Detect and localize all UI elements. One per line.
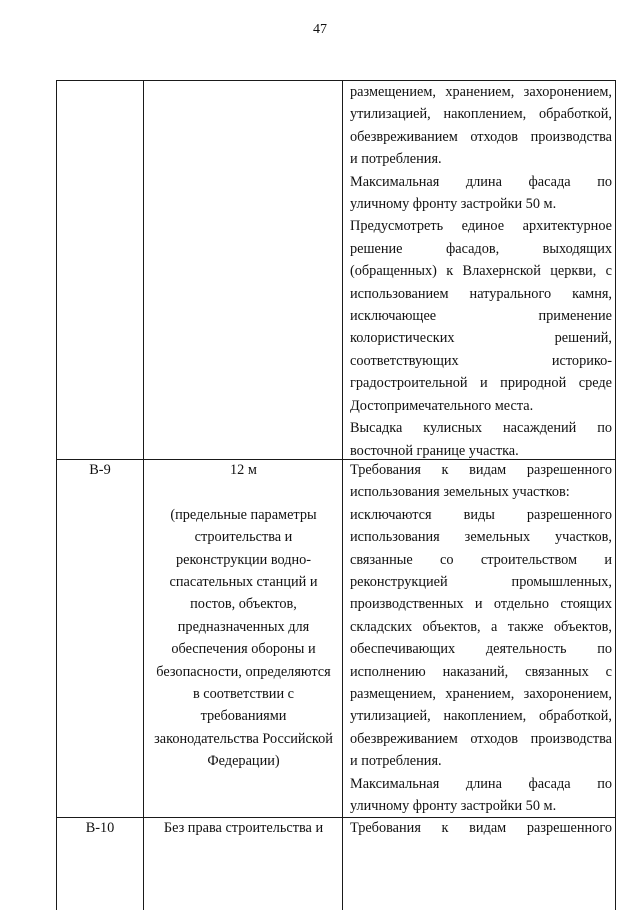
requirement-line: обеспечивающих деятельность по: [350, 641, 612, 658]
requirement-line: Требования к видам разрешенного: [350, 462, 612, 478]
requirement-line: обезвреживанием отходов производства: [350, 128, 612, 145]
requirements-cell: [350, 81, 612, 462]
height-line: 12 м: [230, 462, 257, 478]
height-line: предназначенных для: [177, 618, 310, 635]
requirement-line: производственных и отдельно стоящих: [350, 596, 612, 613]
requirement-line: восточной границе участка.: [350, 442, 519, 459]
column-divider: [342, 81, 343, 910]
height-line: строительства и: [194, 529, 293, 546]
requirement-line: складских объектов, а также объектов,: [350, 618, 612, 635]
height-line: (предельные параметры: [170, 506, 317, 523]
height-line: постов, объектов,: [190, 596, 297, 613]
height-line: обеспечения обороны и: [171, 641, 316, 658]
requirement-line: исключаются виды разрешенного: [350, 506, 612, 523]
requirement-line: и потребления.: [350, 151, 442, 168]
requirement-line: соответствующих историко-: [350, 352, 612, 369]
requirement-line: уличному фронту застройки 50 м.: [350, 798, 557, 815]
requirement-line: обезвреживанием отходов производства: [350, 730, 612, 747]
requirement-line: (обращенных) к Влахернской церкви, с: [350, 263, 612, 280]
requirement-line: связанные со строительством и: [350, 551, 612, 568]
requirement-line: и потребления.: [350, 753, 442, 770]
requirement-line: исполнению наказаний, связанных с: [350, 663, 612, 680]
requirement-line: утилизацией, накоплением, обработкой,: [350, 708, 612, 725]
column-divider: [143, 81, 144, 910]
requirement-line: размещением, хранением, захоронением,: [350, 686, 612, 703]
regulations-table: [56, 80, 616, 910]
requirement-line: Высадка кулисных насаждений по: [350, 420, 612, 437]
requirement-line: размещением, хранением, захоронением,: [350, 84, 612, 100]
requirement-line: реконструкцией промышленных,: [350, 574, 612, 591]
requirement-line: решение фасадов, выходящих: [350, 240, 612, 257]
height-line: Федерации): [207, 753, 280, 770]
requirement-line: колористических решений,: [350, 330, 612, 347]
requirement-line: утилизацией, накоплением, обработкой,: [350, 106, 612, 123]
height-line: безопасности, определяются: [156, 663, 331, 680]
requirement-line: использованием натурального камня,: [350, 285, 612, 302]
height-line: реконструкции водно-: [175, 551, 312, 568]
height-limit-cell: [145, 817, 342, 839]
requirement-line: использования земельных участков:: [350, 484, 570, 501]
requirement-line: Максимальная длина фасада по: [350, 775, 612, 792]
height-line: законодательства Российской: [154, 730, 333, 747]
requirement-line: Максимальная длина фасада по: [350, 173, 612, 190]
page-number: 47: [313, 22, 327, 37]
requirement-line: уличному фронту застройки 50 м.: [350, 196, 557, 213]
requirement-line: Достопримечательного места.: [350, 397, 534, 414]
requirement-line: Предусмотреть единое архитектурное: [350, 218, 612, 235]
zone-code: В-10: [85, 820, 115, 836]
height-line: Без права строительства и: [163, 820, 324, 836]
height-line: требованиями: [200, 708, 287, 725]
height-line: в соответствии с: [192, 686, 295, 703]
zone-code: В-9: [89, 462, 111, 478]
requirements-cell: [350, 459, 612, 818]
requirement-line: использования земельных участков,: [350, 529, 612, 546]
requirement-line: градостроительной и природной среде: [350, 375, 612, 392]
height-line: [145, 481, 342, 503]
requirement-line: исключающее применение: [350, 308, 612, 325]
height-limit-cell: [145, 459, 342, 773]
requirement-line: Требования к видам разрешенного: [350, 820, 612, 836]
requirements-cell: [350, 817, 612, 839]
height-line: спасательных станций и: [169, 574, 318, 591]
